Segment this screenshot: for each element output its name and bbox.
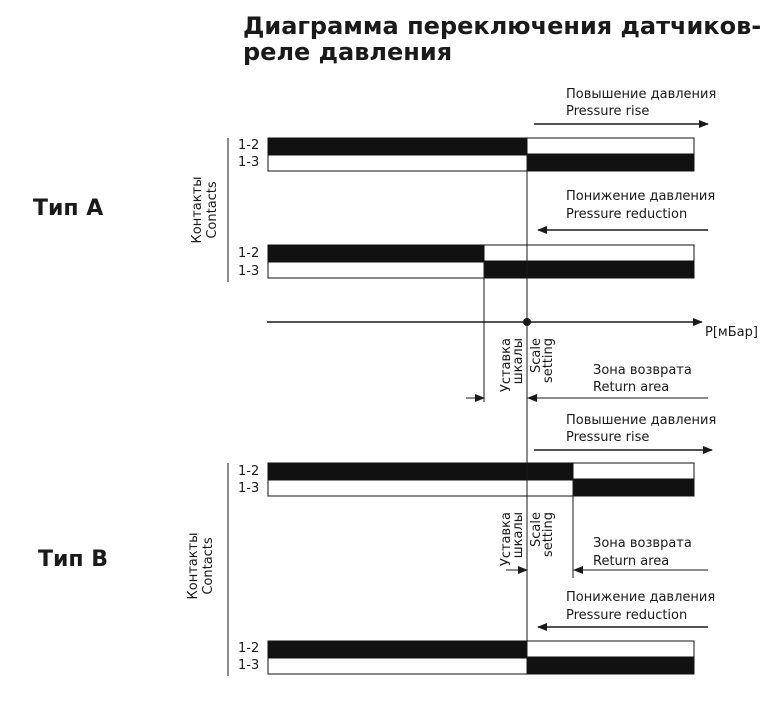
type-b-setting-en-2: setting: [541, 512, 556, 558]
type-b-contacts-ru: Контакты: [186, 532, 201, 600]
type-a-reduction-en: Pressure reduction: [566, 207, 688, 222]
type-a-rise-en: Pressure rise: [566, 104, 650, 119]
type-b-reduction-13-open: [268, 658, 527, 674]
type-a-setting-en-1: Scale: [529, 338, 544, 373]
type-a-rise-12-closed: [268, 138, 527, 154]
title-line-2: реле давления: [243, 38, 453, 66]
type-b-rise-13-closed: [573, 480, 694, 496]
type-a-return-ru: Зона возврата: [593, 363, 692, 378]
type-a-row-label: 1-3: [238, 155, 260, 170]
type-a-reduction-12-closed: [268, 245, 484, 261]
type-b-row-label: 1-3: [238, 481, 260, 496]
type-b-label: Тип В: [38, 547, 109, 572]
type-a-reduction-12-open: [484, 245, 694, 261]
type-b-row-label: 1-2: [238, 464, 260, 479]
pressure-axis-label: P[мБар]: [705, 325, 758, 340]
type-a-rise-13-closed: [527, 155, 694, 171]
type-b-return-en: Return area: [593, 554, 670, 569]
title-line-1: Диаграмма переключения датчиков-: [243, 12, 762, 40]
type-b-rise-en: Pressure rise: [566, 430, 650, 445]
setpoint-marker: [523, 318, 531, 326]
type-a-rise-13-open: [268, 155, 527, 171]
type-a-rise-ru: Повышение давления: [566, 87, 717, 102]
type-b-rise-ru: Повышение давления: [566, 413, 717, 428]
type-b-setting-ru-2: шкалы: [511, 512, 526, 559]
type-a-label: Тип А: [33, 196, 104, 221]
type-a-row-label: 1-2: [238, 246, 260, 261]
type-a-contacts-en: Contacts: [205, 181, 220, 239]
type-a-setting-en-2: setting: [541, 338, 556, 384]
type-b-return-ru: Зона возврата: [593, 536, 692, 551]
type-b-rise-12-open: [573, 463, 694, 479]
type-b-reduction-en: Pressure reduction: [566, 608, 688, 623]
type-b-setting-en-1: Scale: [529, 512, 544, 547]
type-a-row-label: 1-3: [238, 264, 260, 279]
type-b-reduction-ru: Понижение давления: [566, 590, 716, 605]
type-b-reduction-12-open: [527, 641, 694, 657]
type-a-setting-ru-2: шкалы: [511, 338, 526, 385]
type-b-contacts-en: Contacts: [201, 537, 216, 595]
type-a-setting-ru-1: Уставка: [499, 338, 514, 393]
type-b-row-label: 1-3: [238, 658, 260, 673]
type-a-reduction-13-open: [268, 262, 484, 278]
type-b-reduction-13-closed: [527, 658, 694, 674]
type-a-return-en: Return area: [593, 380, 670, 395]
type-a-contacts-ru: Контакты: [190, 176, 205, 244]
type-b-row-label: 1-2: [238, 641, 260, 656]
type-b-reduction-12-closed: [268, 641, 527, 657]
type-a-reduction-ru: Понижение давления: [566, 189, 716, 204]
type-a-rise-12-open: [527, 138, 694, 154]
type-a-row-label: 1-2: [238, 138, 260, 153]
type-b-setting-ru-1: Уставка: [499, 512, 514, 567]
type-a-reduction-13-closed: [484, 262, 694, 278]
